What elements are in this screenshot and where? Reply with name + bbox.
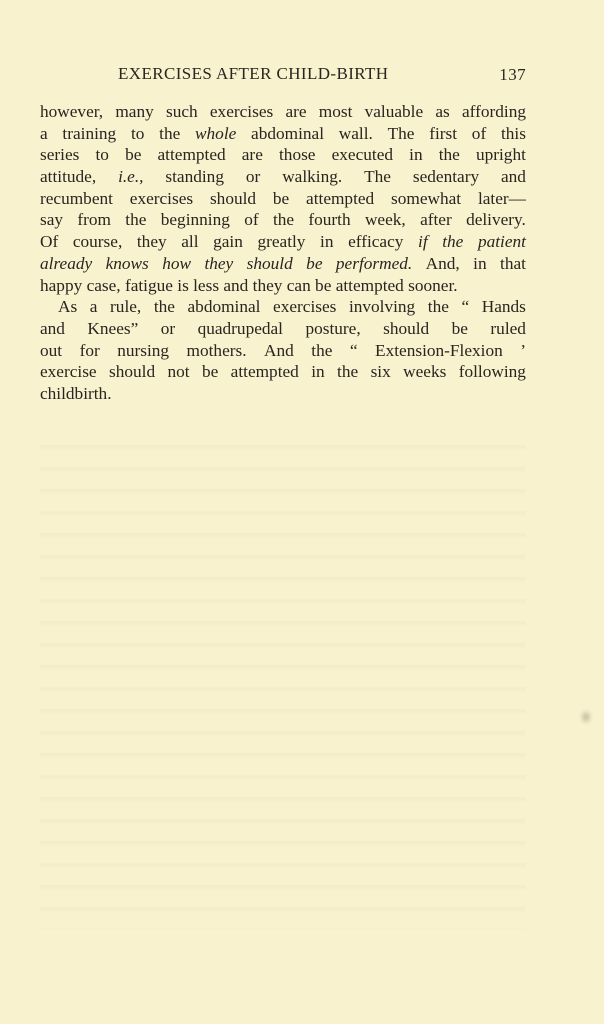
- word: fourth: [308, 210, 351, 230]
- word: Of: [40, 232, 59, 252]
- word: in: [320, 232, 334, 252]
- word: all: [181, 232, 199, 252]
- word: attempted: [306, 188, 375, 208]
- word: the: [153, 297, 175, 317]
- word: of: [244, 210, 259, 230]
- word: week,: [364, 210, 406, 230]
- page-header: [40, 62, 526, 88]
- word: can: [286, 275, 316, 295]
- word: gain: [213, 232, 243, 252]
- word: and: [501, 167, 526, 187]
- page-number: 137: [499, 65, 526, 84]
- word: standing: [165, 167, 224, 187]
- word: in: [473, 253, 487, 273]
- word: i.e.,: [118, 167, 144, 187]
- word: the: [337, 362, 359, 382]
- word: be: [451, 318, 468, 338]
- word: course,: [72, 232, 123, 252]
- text-line: [40, 296, 526, 318]
- word: many: [115, 102, 154, 121]
- word: less: [193, 275, 224, 295]
- word: attitude,: [40, 167, 97, 187]
- word: delivery.: [466, 210, 526, 230]
- word: not: [167, 362, 190, 382]
- word: such: [165, 102, 198, 121]
- word: however,: [40, 102, 104, 121]
- word: the: [438, 145, 460, 165]
- word: ’: [520, 340, 526, 360]
- text-line: [40, 253, 526, 275]
- word: how: [162, 253, 192, 273]
- word: patient: [477, 232, 526, 252]
- text-line: [40, 101, 526, 123]
- word: As: [58, 297, 78, 317]
- word: this: [500, 123, 526, 143]
- word: series: [40, 145, 80, 165]
- word: involving: [348, 297, 416, 317]
- word: are: [241, 145, 263, 165]
- word: and: [223, 275, 253, 295]
- word: valuable: [364, 102, 424, 121]
- word: they: [204, 253, 234, 273]
- word: that: [500, 253, 526, 273]
- word: are: [285, 102, 307, 121]
- word: after: [420, 210, 452, 230]
- word: whole: [195, 123, 237, 143]
- word: beginning: [160, 210, 230, 230]
- word: wall.: [338, 123, 373, 143]
- word: quadrupedal: [197, 318, 283, 338]
- word: as: [435, 102, 450, 121]
- word: efficacy: [348, 232, 404, 252]
- word: the: [272, 210, 295, 230]
- word: attempted: [230, 362, 299, 382]
- word: is: [177, 275, 194, 295]
- word: rule,: [110, 297, 142, 317]
- word: posture,: [305, 318, 361, 338]
- word: upright: [475, 145, 526, 165]
- word: walking.: [282, 167, 343, 187]
- word: be: [272, 188, 290, 208]
- word: in: [311, 362, 325, 382]
- word: should: [109, 362, 156, 382]
- word: ruled: [490, 318, 526, 338]
- word: if: [418, 232, 428, 252]
- word: executed: [331, 145, 394, 165]
- text-line: [40, 340, 526, 362]
- word: Knees”: [87, 318, 139, 338]
- word: a: [89, 297, 98, 317]
- word: for: [79, 340, 100, 360]
- word: they: [136, 232, 167, 252]
- word: recumbent: [40, 188, 113, 208]
- word: “: [461, 297, 470, 317]
- word: following: [458, 362, 526, 382]
- word: The: [364, 167, 391, 187]
- show-through-from-reverse: [40, 430, 526, 930]
- word: the: [311, 340, 333, 360]
- word: first: [429, 123, 458, 143]
- word: Extension-Flexion: [375, 340, 503, 360]
- word: performed.: [335, 253, 413, 273]
- text-line: [40, 318, 526, 340]
- word: of: [471, 123, 487, 143]
- paper-blemish: [582, 712, 590, 722]
- word: the: [442, 232, 464, 252]
- word: the: [427, 297, 449, 317]
- word: attempted: [157, 145, 226, 165]
- word: sedentary: [412, 167, 480, 187]
- word: say: [40, 210, 64, 230]
- word: childbirth.: [40, 383, 112, 403]
- text-line: [40, 231, 526, 253]
- word: The: [387, 123, 415, 143]
- text-line: [40, 209, 526, 231]
- word: abdominal: [187, 297, 261, 317]
- word: case,: [86, 275, 125, 295]
- word: later—: [477, 188, 526, 208]
- word: be: [315, 275, 336, 295]
- word: six: [370, 362, 391, 382]
- word: mothers.: [186, 340, 247, 360]
- word: And: [264, 340, 294, 360]
- word: to: [130, 123, 145, 143]
- word: training: [62, 123, 117, 143]
- text-line: [40, 275, 526, 297]
- word: a: [40, 123, 48, 143]
- word: the: [159, 123, 181, 143]
- text-line: [40, 188, 526, 210]
- text-line: [40, 123, 526, 145]
- word: out: [40, 340, 63, 360]
- word: most: [318, 102, 353, 121]
- word: the: [125, 210, 147, 230]
- running-head: EXERCISES AFTER CHILD-BIRTH: [118, 64, 389, 83]
- word: they: [252, 275, 287, 295]
- word: or: [245, 167, 261, 187]
- word: exercises: [129, 188, 194, 208]
- word: nursing: [117, 340, 170, 360]
- word: And,: [425, 253, 460, 273]
- word: Hands: [481, 297, 526, 317]
- word: fatigue: [124, 275, 178, 295]
- word: be: [306, 253, 323, 273]
- word: be: [125, 145, 142, 165]
- word: exercises: [209, 102, 274, 121]
- word: already: [40, 253, 93, 273]
- word: to: [95, 145, 109, 165]
- body-text: [40, 101, 526, 405]
- word: greatly: [257, 232, 306, 252]
- word: abdominal: [251, 123, 324, 143]
- word: from: [77, 210, 111, 230]
- word: in: [409, 145, 423, 165]
- word: somewhat: [391, 188, 462, 208]
- text-line: [40, 144, 526, 166]
- word: weeks: [403, 362, 447, 382]
- word: exercise: [40, 362, 97, 382]
- word: or: [160, 318, 176, 338]
- word: should: [383, 318, 430, 338]
- word: and: [40, 318, 65, 338]
- word: “: [349, 340, 358, 360]
- word: should: [246, 253, 293, 273]
- word: affording: [461, 102, 526, 121]
- word: those: [279, 145, 316, 165]
- text-line: [40, 361, 526, 383]
- word: be: [201, 362, 219, 382]
- word: exercises: [273, 297, 337, 317]
- word: happy: [40, 275, 87, 295]
- word: knows: [105, 253, 149, 273]
- text-line: [40, 383, 526, 405]
- text-line: [40, 166, 526, 188]
- word: sooner.: [408, 275, 458, 295]
- word: attempted: [335, 275, 409, 295]
- word: should: [209, 188, 257, 208]
